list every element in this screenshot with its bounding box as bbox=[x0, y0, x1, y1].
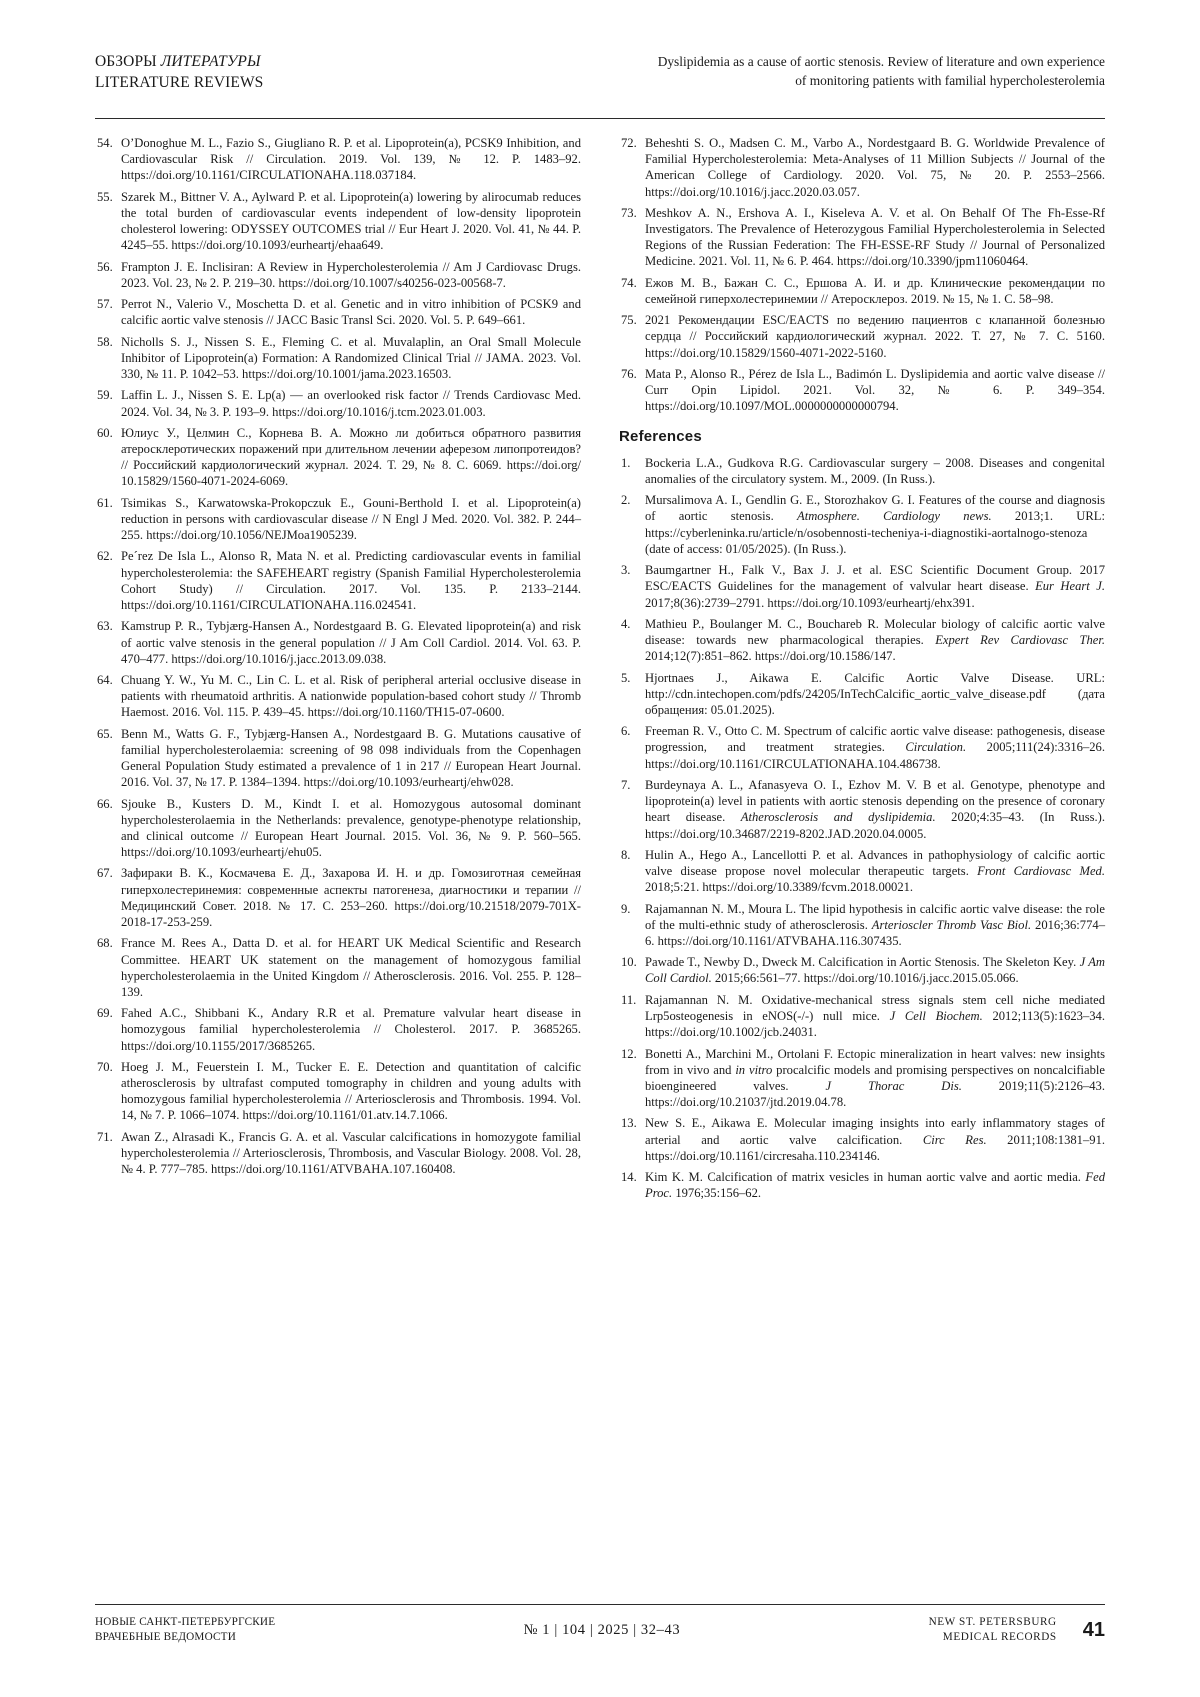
reference-text: Hulin A., Hego A., Lancellotti P. et al. Advances in pathophysiology of calcific aortic valve disease propose novel molecular therapeutic targets. Front Cardiovasc Med. 2018;5:21. https://doi.org/10.3389/fcvm.2018.00021. bbox=[645, 847, 1105, 895]
reference-text: 2021 Рекомендации ESC/EACTS по ведению пациентов с клапанной болезнью сердца // Российский кардиологический журнал. 2022. Т. 27, № 7. С. 5160. https://doi.org/10.15829/1560-4071-2022-5160. bbox=[645, 313, 1105, 360]
reference-item bbox=[619, 562, 1105, 611]
reference-item bbox=[95, 548, 581, 613]
reference-number: 69. bbox=[97, 1006, 113, 1021]
reference-text: Kim K. M. Calcification of matrix vesicles in human aortic valve and aortic media. Fed Proc. 1976;35:156–62. bbox=[645, 1170, 1105, 1201]
reference-text: Meshkov A. N., Ershova A. I., Kiseleva A. V. et al. On Behalf Of The Fh-Esse-Rf Investigators. The Prevalence of Heterozygous Familial Hypercholesterolemia in Selected Regions of the Russian Federation: The FH-ESSE-RF Study // Journal of Personalized Medicine. 2021. Vol. 11, № 6. P. 464. https://doi.org/10.3390/jpm11060464. bbox=[645, 205, 1105, 269]
reference-text: Зафираки В. К., Космачева Е. Д., Захарова И. Н. и др. Гомозиготная семейная гиперхолестеринемия: современные аспекты патогенеза, диагностики и терапии // Медицинский Совет. 2018. № 17. С. 253–260. https://doi.org/10.21518/2079-701X-2018-17-253-259. bbox=[121, 866, 581, 929]
reference-item bbox=[95, 1059, 581, 1124]
reference-number: 56. bbox=[97, 259, 113, 274]
reference-number: 7. bbox=[621, 777, 631, 792]
reference-text: Hoeg J. M., Feuerstein I. M., Tucker E. E. Detection and quantitation of calcific atherosclerosis by ultrafast computed tomography in children and young adults with homozygous familial hypercholesterolemia // Arteriosclerosis and Thrombosis. 1994. Vol. 14, № 7. P. 1066–1074. https://doi.org/10.1161/01.atv.14.7.1066. bbox=[121, 1059, 581, 1123]
references-heading: References bbox=[619, 427, 702, 445]
reference-item bbox=[619, 616, 1105, 665]
reference-item bbox=[619, 847, 1105, 896]
page-number: 41 bbox=[1082, 1618, 1105, 1641]
reference-text: Benn M., Watts G. F., Tybjærg-Hansen A., Nordestgaard B. G. Mutations causative of familial hypercholesterolaemia: screening of 98 098 individuals from the Copenhagen General Population Study estimated a prevalence of 1 in 217 // European Heart Journal. 2016. Vol. 37, № 17. P. 1384–1394. https://doi.org/10.1093/eurheartj/ehw028. bbox=[121, 726, 581, 790]
reference-text: Rajamannan N. M., Moura L. The lipid hypothesis in calcific aortic valve disease: the role of the multi-ethnic study of atherosclerosis. Arterioscler Thromb Vasc Biol. 2016;36:774–6. https://doi.org/10.1161/ATVBAHA.116.307435. bbox=[645, 901, 1105, 948]
reference-number: 65. bbox=[97, 726, 113, 741]
content-columns bbox=[95, 135, 1105, 1207]
reference-text: Pe´rez De Isla L., Alonso R, Mata N. et al. Predicting cardiovascular events in familial hypercholesterolemia: the SAFEHEART registry (Spanish Familial Hypercholesterolemia Cohort Study) // Circulation. 2017. Vol. 135. P. 2133–2144. https://doi.org/10.1161/CIRCULATIONAHA.116.024541. bbox=[121, 549, 581, 612]
reference-number: 68. bbox=[97, 936, 113, 951]
reference-item bbox=[619, 1115, 1105, 1164]
reference-number: 3. bbox=[621, 563, 631, 578]
reference-number: 74. bbox=[621, 275, 637, 290]
reference-item bbox=[619, 1169, 1105, 1201]
reference-number: 11. bbox=[621, 992, 637, 1007]
reference-item bbox=[619, 275, 1105, 307]
reference-number: 6. bbox=[621, 724, 631, 739]
reference-text: O’Donoghue M. L., Fazio S., Giugliano R. P. et al. Lipoprotein(a), PCSK9 Inhibition, and Cardiovascular Risk // Circulation. 2019. Vol. 139, № 12. P. 1483–92. https://doi.org/10.1161/CIRCULATIONAHA.118.037184. bbox=[121, 136, 581, 183]
footer-divider bbox=[95, 1604, 1105, 1605]
reference-text: Tsimikas S., Karwatowska-Prokopczuk E., Gouni-Berthold I. et al. Lipoprotein(a) reduction in persons with cardiovascular disease // N Engl J Med. 2020. Vol. 382. P. 244–255. https://doi.org/10.1056/NEJMoa1905239. bbox=[121, 495, 581, 543]
reference-text: Fahed A.C., Shibbani K., Andary R.R et al. Premature valvular heart disease in homozygous familial hypercholesterolemia // Cholesterol. 2017. P. 3685265. https://doi.org/10.1155/2017/3685265. bbox=[121, 1006, 581, 1053]
reference-text: Mathieu P., Boulanger M. C., Bouchareb R. Molecular biology of calcific aortic valve disease: towards new pharmacological therapies. Expert Rev Cardiovasc Ther. 2014;12(7):851–862. https://doi.org/10.1586/147. bbox=[645, 616, 1105, 664]
left-column bbox=[95, 135, 581, 1207]
reference-item bbox=[95, 1005, 581, 1054]
reference-item bbox=[95, 935, 581, 1000]
reference-item bbox=[95, 425, 581, 490]
reference-text: New S. E., Aikawa E. Molecular imaging insights into early inflammatory stages of arterial and aortic valve calcification. Circ Res. 2011;108:1381–91. https://doi.org/10.1161/circresaha.110.234146. bbox=[645, 1116, 1106, 1163]
header-article-title bbox=[658, 52, 1105, 90]
reference-number: 13. bbox=[621, 1116, 637, 1131]
reference-item bbox=[95, 672, 581, 721]
reference-text: Ежов М. В., Бажан С. С., Ершова А. И. и др. Клинические рекомендации по семейной гиперхолестеринемии // Атеросклероз. 2019. № 15, № 1. С. 58–98. bbox=[645, 275, 1105, 306]
reference-item bbox=[95, 796, 581, 861]
reference-number: 2. bbox=[621, 493, 631, 508]
reference-item bbox=[619, 205, 1105, 270]
reference-text: Freeman R. V., Otto C. M. Spectrum of calcific aortic valve disease: pathogenesis, disease progression, and treatment strategies. Circulation. 2005;111(24):3316–26. https://doi.org/10.1161/CIRCULATIONAHA.104.486738. bbox=[645, 724, 1105, 771]
reference-text: Chuang Y. W., Yu M. C., Lin C. L. et al. Risk of peripheral arterial occlusive disease in patients with rheumatoid arthritis. A nationwide population-based cohort study // Thromb Haemost. 2016. Vol. 115. P. 439–45. https://doi.org/10.1160/TH15-07-0600. bbox=[121, 673, 581, 720]
english-reference-list bbox=[619, 455, 1105, 1202]
reference-number: 61. bbox=[97, 495, 113, 510]
reference-text: Mursalimova A. I., Gendlin G. E., Storozhakov G. I. Features of the course and diagnosis of aortic stenosis. Atmosphere. Cardiology news. 2013;1. URL: https://cyberleninka.ru/article/n/osobennosti-techeniya-i-diagnostiki-aortalnogo-stenoza (date of access: 01/05/2025). (In Russ.). bbox=[645, 493, 1105, 556]
reference-text: Hjortnaes J., Aikawa E. Calcific Aortic Valve Disease. URL: http://cdn.intechopen.com/pdfs/24205/InTechCalcific_aortic_valve_disease.pdf (дата обращения: 05.01.2025). bbox=[645, 670, 1105, 717]
reference-number: 8. bbox=[621, 847, 631, 862]
right-column bbox=[619, 135, 1105, 1207]
reference-text: Rajamannan N. M. Oxidative-mechanical stress signals stem cell niche mediated Lrp5osteogenesis in eNOS(-/-) null mice. J Cell Biochem. 2012;113(5):1623–34. https://doi.org/10.1002/jcb.24031. bbox=[645, 992, 1105, 1040]
reference-text: Beheshti S. O., Madsen C. M., Varbo A., Nordestgaard B. G. Worldwide Prevalence of Familial Hypercholesterolemia: Meta-Analyses of 11 Million Subjects // Journal of the American College of Cardiology. 2020. Vol. 75, № 20. P. 2553–2566. https://doi.org/10.1016/j.jacc.2020.03.057. bbox=[645, 136, 1105, 199]
reference-item bbox=[619, 366, 1105, 415]
reference-item bbox=[95, 495, 581, 544]
footer-journal-name-ru bbox=[95, 1615, 275, 1645]
reference-item bbox=[95, 618, 581, 667]
reference-text: Nicholls S. J., Nissen S. E., Fleming C. et al. Muvalaplin, an Oral Small Molecule Inhibitor of Lipoprotein(a) Formation: A Randomized Clinical Trial // JAMA. 2023. Vol. 330, № 11. P. 1042–53. https://doi.org/10.1001/jama.2023.16503. bbox=[121, 334, 581, 381]
reference-number: 59. bbox=[97, 388, 113, 403]
page-footer bbox=[95, 1615, 1105, 1645]
header-section-title-en: LITERATURE REVIEWS bbox=[95, 73, 264, 91]
reference-number: 63. bbox=[97, 619, 113, 634]
header-article-title-line2: of monitoring patients with familial hypercholesterolemia bbox=[795, 73, 1105, 89]
right-reference-list-top bbox=[619, 135, 1105, 415]
reference-number: 70. bbox=[97, 1059, 113, 1074]
reference-text: Mata P., Alonso R., Pérez de Isla L., Badimón L. Dyslipidemia and aortic valve disease // Curr Opin Lipidol. 2021. Vol. 32, № 6. P. 349–354. https://doi.org/10.1097/MOL.0000000000000794. bbox=[645, 366, 1105, 414]
header-section-title-ru: ОБЗОРЫ ЛИТЕРАТУРЫ bbox=[95, 53, 261, 70]
reference-text: Laffin L. J., Nissen S. E. Lp(a) — an overlooked risk factor // Trends Cardiovasc Med. 2024. Vol. 34, № 3. P. 193–9. https://doi.org/10.1016/j.tcm.2023.01.003. bbox=[121, 388, 581, 419]
header-article-title-line1: Dyslipidemia as a cause of aortic stenosis. Review of literature and own experience bbox=[657, 54, 1105, 69]
reference-number: 75. bbox=[621, 313, 637, 328]
reference-item bbox=[619, 777, 1105, 842]
reference-number: 1. bbox=[621, 455, 631, 470]
reference-item bbox=[619, 1046, 1105, 1111]
footer-journal-name-en-line2: MEDICAL RECORDS bbox=[942, 1631, 1057, 1644]
reference-text: Szarek M., Bittner V. A., Aylward P. et al. Lipoprotein(a) lowering by alirocumab reduces the total burden of cardiovascular events independent of low-density lipoprotein cholesterol lowering: ODYSSEY OUTCOMES trial // Eur Heart J. 2020. Vol. 41, № 44. P. 4245–55. https://doi.org/10.1093/eurheartj/ehaa649. bbox=[121, 189, 581, 253]
reference-text: Frampton J. E. Inclisiran: A Review in Hypercholesterolemia // Am J Cardiovasc Drugs. 2023. Vol. 23, № 2. P. 219–30. https://doi.org/10.1007/s40256-023-00568-7. bbox=[121, 259, 581, 290]
reference-number: 72. bbox=[621, 136, 637, 150]
reference-item bbox=[619, 954, 1105, 986]
reference-item bbox=[95, 189, 581, 254]
footer-issue-info: № 1 | 104 | 2025 | 32–43 bbox=[523, 1621, 681, 1638]
reference-item bbox=[619, 455, 1105, 487]
header-section-title bbox=[95, 52, 263, 94]
reference-item bbox=[619, 492, 1105, 557]
reference-item bbox=[95, 296, 581, 328]
reference-text: Sjouke B., Kusters D. M., Kindt I. et al. Homozygous autosomal dominant hypercholesterolaemia in the Netherlands: prevalence, genotype-phenotype relationship, and clinical outcome // European Heart Journal. 2015. Vol. 36, № 9. P. 560–565. https://doi.org/10.1093/eurheartj/ehu05. bbox=[121, 796, 581, 860]
reference-number: 12. bbox=[621, 1046, 637, 1061]
reference-number: 64. bbox=[97, 673, 113, 688]
reference-number: 58. bbox=[97, 334, 113, 349]
reference-number: 10. bbox=[621, 955, 637, 970]
reference-item bbox=[619, 992, 1105, 1041]
footer-right-group bbox=[929, 1615, 1105, 1645]
reference-number: 62. bbox=[97, 549, 113, 564]
reference-number: 67. bbox=[97, 866, 113, 881]
reference-item bbox=[95, 726, 581, 791]
reference-number: 5. bbox=[621, 670, 631, 685]
reference-number: 71. bbox=[97, 1129, 113, 1144]
reference-text: Perrot N., Valerio V., Moschetta D. et al. Genetic and in vitro inhibition of PCSK9 and calcific aortic valve stenosis // JACC Basic Transl Sci. 2020. Vol. 5. P. 649–661. bbox=[121, 297, 581, 328]
reference-item bbox=[95, 135, 581, 184]
reference-item bbox=[619, 723, 1105, 772]
reference-number: 14. bbox=[621, 1170, 637, 1185]
reference-item bbox=[95, 334, 581, 383]
header-divider bbox=[95, 118, 1105, 119]
reference-item bbox=[95, 865, 581, 930]
reference-number: 4. bbox=[621, 616, 631, 631]
reference-text: Awan Z., Alrasadi K., Francis G. A. et al. Vascular calcifications in homozygote familial hypercholesterolemia // Arteriosclerosis, Thrombosis, and Vascular Biology. 2008. Vol. 28, № 4. P. 777–785. https://doi.org/10.1161/ATVBAHA.107.160408. bbox=[121, 1129, 581, 1177]
reference-text: Pawade T., Newby D., Dweck M. Calcification in Aortic Stenosis. The Skeleton Key. J Am Coll Cardiol. 2015;66:561–77. https://doi.org/10.1016/j.jacc.2015.05.066. bbox=[645, 955, 1105, 986]
reference-number: 54. bbox=[97, 136, 113, 150]
reference-text: Baumgartner H., Falk V., Bax J. J. et al. ESC Scientific Document Group. 2017 ESC/EACTS Guidelines for the management of valvular heart disease. Eur Heart J. 2017;8(36):2739–2791. https://doi.org/10.1093/eurheartj/ehx391. bbox=[645, 563, 1105, 610]
reference-number: 57. bbox=[97, 297, 113, 312]
reference-text: France M. Rees A., Datta D. et al. for HEART UK Medical Scientific and Research Committee. HEART UK statement on the management of homozygous familial hypercholesterolaemia in the United Kingdom // Atherosclerosis. 2016. Vol. 255. P. 128–139. bbox=[121, 936, 581, 999]
footer-journal-name-en-line1: NEW ST. PETERSBURG bbox=[928, 1616, 1057, 1629]
reference-number: 55. bbox=[97, 189, 113, 204]
reference-item bbox=[619, 312, 1105, 361]
reference-number: 73. bbox=[621, 205, 637, 220]
reference-item bbox=[95, 387, 581, 419]
reference-text: Bockeria L.A., Gudkova R.G. Cardiovascular surgery – 2008. Diseases and congenital anomalies of the circulatory system. M., 2009. (In Russ.). bbox=[645, 455, 1105, 486]
reference-text: Юлиус У., Целмин С., Корнева В. А. Можно ли добиться обратного развития атеросклеротических поражений при длительном лечении аферезом липопротеидов? // Российский кардиологический журнал. 2024. Т. 29, № 8. С. 6069. https://doi.org/ 10.15829/1560-4071-2024-6069. bbox=[121, 425, 581, 489]
header-section-title-ru-text: ЛИТЕРАТУРЫ bbox=[160, 53, 261, 70]
footer-journal-name-en bbox=[929, 1615, 1057, 1645]
reference-item bbox=[95, 1129, 581, 1178]
reference-text: Burdeynaya A. L., Afanasyeva O. I., Ezhov M. V. B et al. Genotype, phenotype and lipoprotein(a) level in patients with aortic stenosis depending on the presence of coronary heart disease. Atherosclerosis and dyslipidemia. 2020;4:35–43. (In Russ.). https://doi.org/10.34687/2219-8202.JAD.2020.04.0005. bbox=[645, 777, 1105, 841]
page-header bbox=[95, 52, 1105, 94]
footer-journal-name-ru-line1: НОВЫЕ САНКТ-ПЕТЕРБУРГСКИЕ bbox=[95, 1616, 276, 1629]
reference-item bbox=[619, 901, 1105, 950]
reference-number: 60. bbox=[97, 425, 113, 440]
reference-item bbox=[619, 670, 1105, 719]
reference-number: 9. bbox=[621, 901, 631, 916]
reference-text: Kamstrup P. R., Tybjærg-Hansen A., Nordestgaard B. G. Elevated lipoprotein(a) and risk of aortic valve stenosis in the general population // J Am Coll Cardiol. 2014. Vol. 63. P. 470–477. https://doi.org/10.1016/j.jacc.2013.09.038. bbox=[121, 619, 581, 666]
reference-number: 66. bbox=[97, 796, 113, 811]
reference-text: Bonetti A., Marchini M., Ortolani F. Ectopic mineralization in heart valves: new insights from in vivo and in vitro procalcific models and promising perspectives on noncalcifiable bioengineered valves. J Thorac Dis. 2019;11(5):2126–43. https://doi.org/10.21037/jtd.2019.04.78. bbox=[645, 1046, 1105, 1110]
left-reference-list bbox=[95, 135, 581, 1177]
footer-journal-name-ru-line2: ВРАЧЕБНЫЕ ВЕДОМОСТИ bbox=[95, 1631, 236, 1644]
reference-number: 76. bbox=[621, 366, 637, 381]
reference-item bbox=[619, 135, 1105, 200]
reference-item bbox=[95, 259, 581, 291]
